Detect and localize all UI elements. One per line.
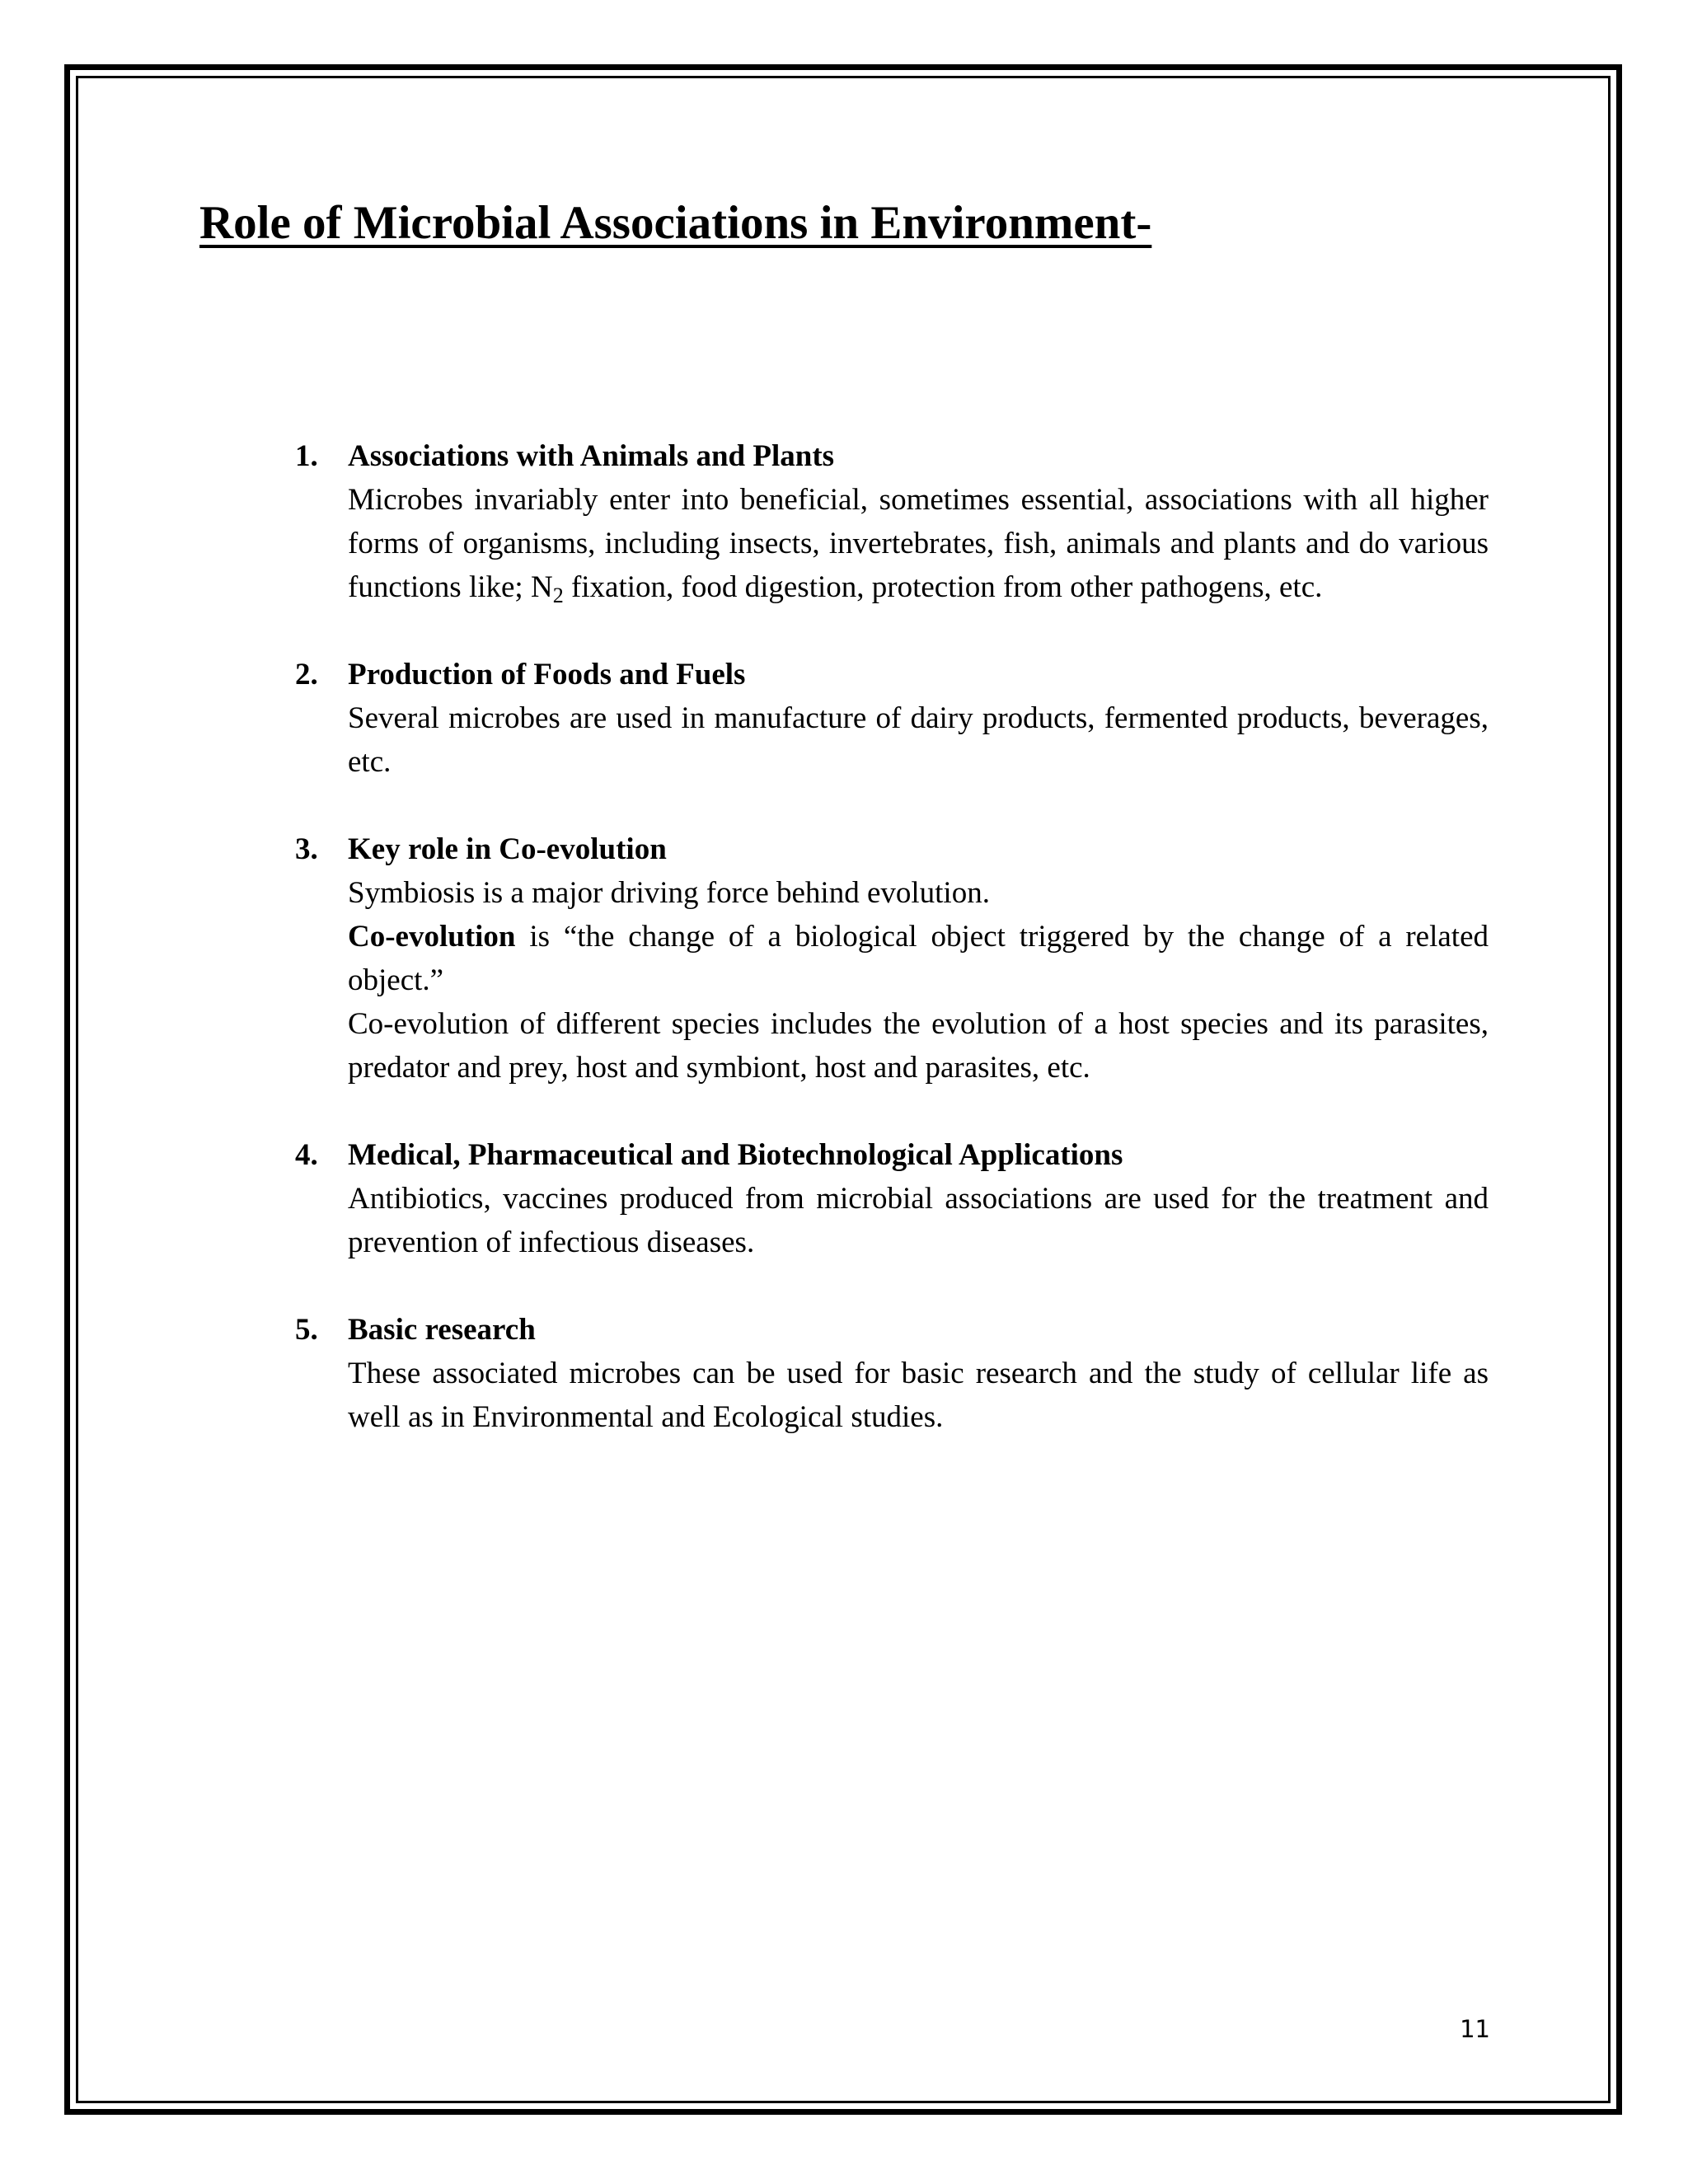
section-text (348, 478, 1489, 609)
section-text: Co-evolution of different species includes the evolution of a host species and its parasites, predator and prey, host and symbiont, host and parasites, etc. (348, 1007, 1489, 1085)
definition-paragraph (348, 915, 1489, 1002)
page-title: Role of Microbial Associations in Environment- (199, 197, 1152, 249)
section-list (295, 434, 1489, 1483)
section-text: Symbiosis is a major driving force behind evolution. (348, 876, 990, 910)
section-animals-plants (295, 434, 1489, 609)
section-number: 1. (295, 439, 318, 473)
definition-text: is “the change of a biological object triggered by the change of a related object.” (348, 920, 1489, 997)
section-medical-applications (295, 1133, 1489, 1264)
section-text: Several microbes are used in manufacture of dairy products, fermented products, beverages, etc. (348, 701, 1489, 779)
section-number: 2. (295, 658, 318, 691)
section-heading: Basic research (348, 1313, 536, 1347)
section-basic-research (295, 1308, 1489, 1439)
section-text-part: fixation, food digestion, protection from other pathogens, etc. (570, 570, 1323, 604)
formula-n2 (530, 570, 564, 607)
page-number: 11 (1460, 2015, 1490, 2043)
section-foods-fuels (295, 653, 1489, 784)
section-text: Antibiotics, vaccines produced from microbial associations are used for the treatment and prevention of infectious diseases. (348, 1182, 1489, 1259)
section-heading: Medical, Pharmaceutical and Biotechnological Applications (348, 1138, 1123, 1172)
defined-term: Co-evolution (348, 920, 516, 954)
section-co-evolution (295, 827, 1489, 1090)
formula-subscript: 2 (552, 583, 564, 607)
formula-base: N (530, 570, 553, 604)
section-heading: Key role in Co-evolution (348, 832, 667, 866)
section-heading: Associations with Animals and Plants (348, 439, 835, 473)
section-text: These associated microbes can be used for basic research and the study of cellular life as well as in Environmental and Ecological studies. (348, 1357, 1489, 1434)
section-text-part: Microbes invariably enter into beneficial, sometimes essential, associations with all higher forms of organisms, including insects, invertebrates, fish, animals and plants and do various functions like; (348, 483, 1489, 604)
section-number: 3. (295, 832, 318, 866)
section-number: 4. (295, 1138, 318, 1172)
section-heading: Production of Foods and Fuels (348, 658, 746, 691)
section-number: 5. (295, 1313, 318, 1347)
